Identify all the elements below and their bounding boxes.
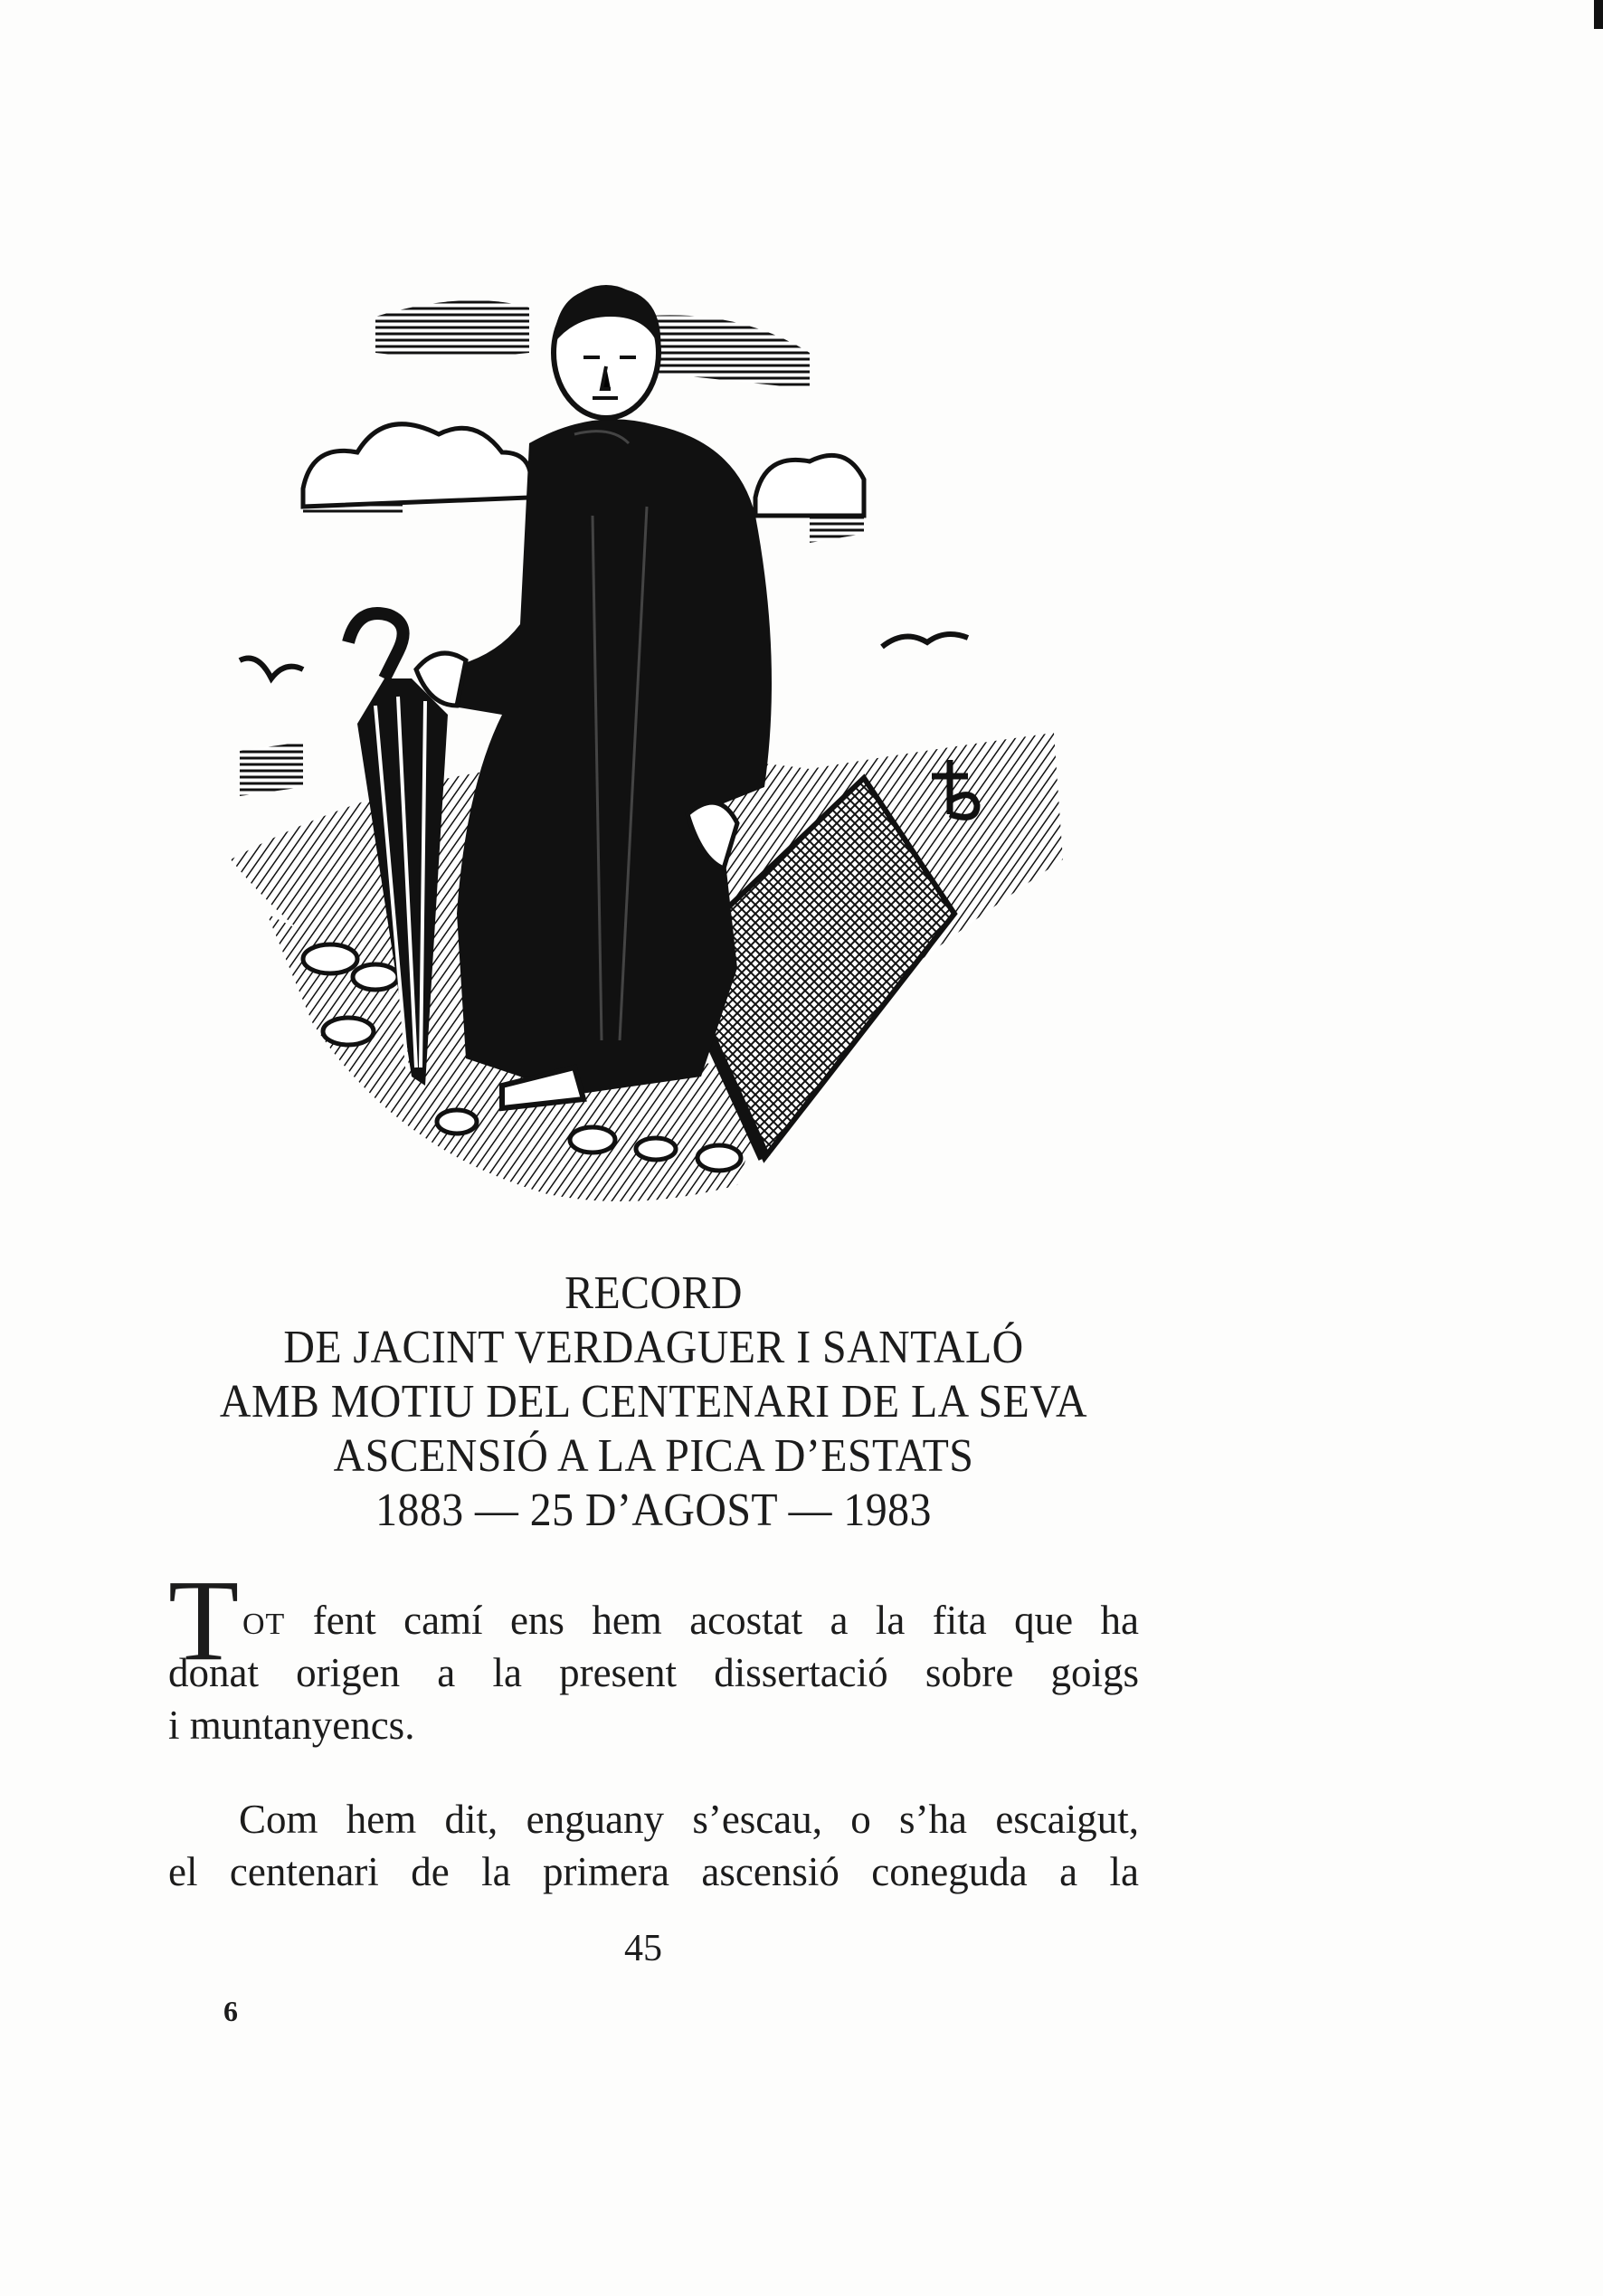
text-line: el centenari de la primera ascensió coneguda a la xyxy=(168,1849,1139,1894)
woodcut-illustration xyxy=(231,280,1067,1217)
seated-figure xyxy=(416,288,772,1108)
text: fent camí ens hem acostat a la fita que ha xyxy=(312,1598,1140,1643)
heading-line: DE JACINT VERDAGUER I SANTALÓ xyxy=(283,1322,1024,1373)
text-line: i muntanyencs. xyxy=(168,1703,415,1748)
signature-mark: 6 xyxy=(223,1995,238,2027)
small-caps: OT xyxy=(242,1608,286,1641)
text-line xyxy=(242,1594,1139,1646)
scan-edge-mark xyxy=(1594,0,1603,29)
paragraph-1 xyxy=(168,1556,1140,1751)
heading-line: AMB MOTIU DEL CENTENARI DE LA SEVA xyxy=(219,1376,1088,1428)
text-line: Com hem dit, enguany s’escau, o s’ha escaigut, xyxy=(239,1797,1139,1842)
heading-line: ASCENSIÓ A LA PICA D’ESTATS xyxy=(333,1430,974,1482)
bird-icon xyxy=(882,634,968,647)
page-number: 45 xyxy=(624,1928,662,1969)
bird-icon xyxy=(240,659,303,679)
heading-dates: 1883 — 25 D’AGOST — 1983 xyxy=(375,1485,932,1536)
heading-block xyxy=(168,1267,1139,1538)
heading-line: RECORD xyxy=(564,1267,743,1319)
drop-cap: T xyxy=(168,1556,240,1684)
paragraph-2 xyxy=(168,1793,1139,1898)
text-line: donat origen a la present dissertació sobre goigs xyxy=(168,1650,1139,1695)
